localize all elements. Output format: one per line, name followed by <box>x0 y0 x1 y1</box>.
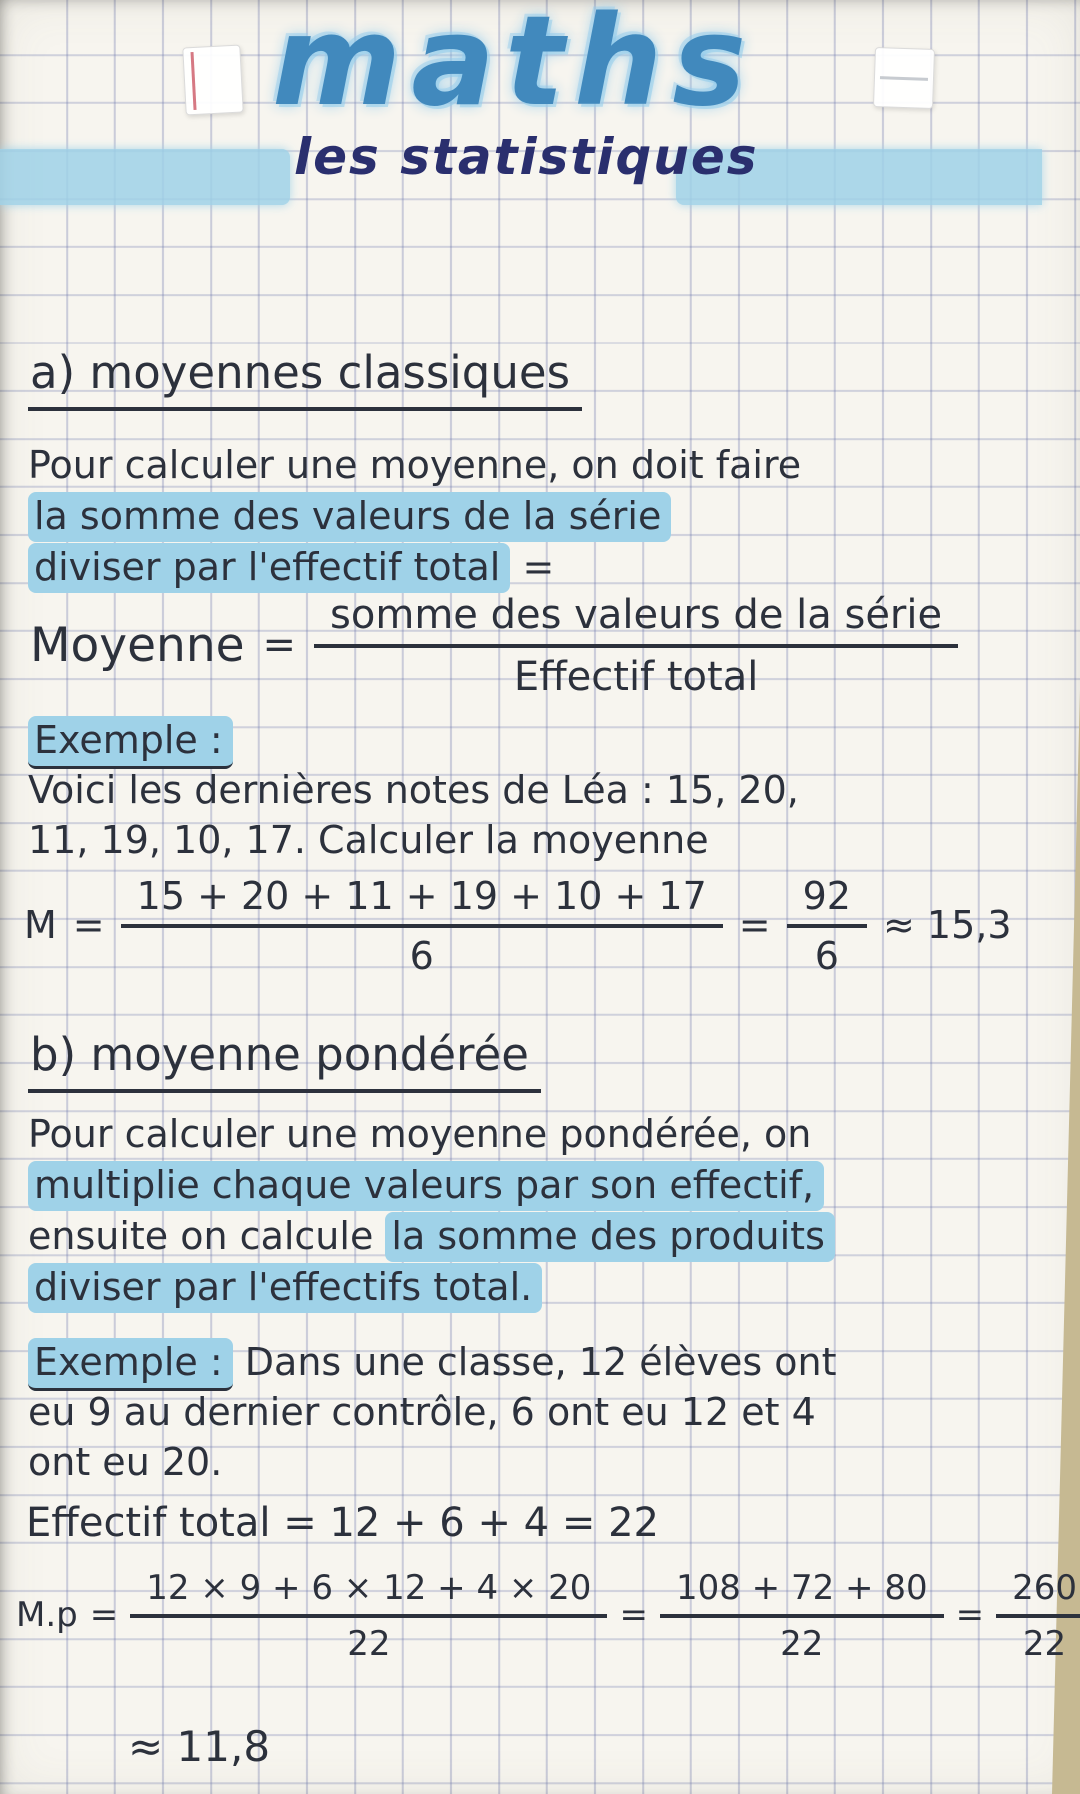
text-line <box>28 1340 837 1390</box>
fraction <box>121 872 723 978</box>
fraction-numerator: 92 <box>787 872 867 928</box>
final-result: ≈ 11,8 <box>128 1722 271 1771</box>
highlighted-text: multiplie chaque valeurs par son effectif, <box>28 1161 824 1211</box>
fraction <box>314 590 958 700</box>
section-b-heading: b) moyenne pondérée <box>28 1028 541 1093</box>
fraction <box>130 1566 607 1664</box>
text-line <box>28 494 801 545</box>
equals-sign: = <box>522 545 555 589</box>
example-label: Exemple : <box>28 716 233 769</box>
fraction-denominator: 22 <box>1022 1624 1067 1664</box>
fraction-denominator: Effectif total <box>513 654 759 700</box>
plain-text: Dans une classe, 12 élèves ont <box>244 1340 837 1384</box>
text-line <box>28 718 799 768</box>
fraction-numerator: 15 + 20 + 11 + 19 + 10 + 17 <box>121 872 723 928</box>
washi-tape-right-icon <box>873 47 935 109</box>
fraction-denominator: 6 <box>814 934 839 978</box>
text-line: Pour calculer une moyenne, on doit faire <box>28 443 802 487</box>
mean-formula <box>30 590 958 700</box>
fraction-denominator: 22 <box>780 1624 824 1664</box>
washi-tape-left-icon <box>182 45 243 116</box>
tape-gray-line <box>880 76 928 81</box>
fraction <box>660 1566 944 1664</box>
section-b-intro <box>28 1112 835 1316</box>
highlighted-text: diviser par l'effectif total <box>28 543 510 593</box>
text-line: Voici les dernières notes de Léa : 15, 20, <box>28 768 799 812</box>
fraction-numerator: 260 <box>996 1566 1080 1618</box>
calc-lhs: M <box>24 903 57 947</box>
page-title: maths <box>272 0 757 134</box>
calc-result: ≈ 15,3 <box>882 903 1012 947</box>
fraction <box>996 1566 1080 1664</box>
fraction-numerator: 108 + 72 + 80 <box>660 1566 944 1618</box>
equals-sign: = <box>89 1595 119 1635</box>
text-line <box>28 1265 835 1316</box>
highlighted-text: la somme des produits <box>385 1212 834 1262</box>
formula-label: Moyenne <box>30 617 245 673</box>
fraction-numerator: 12 × 9 + 6 × 12 + 4 × 20 <box>130 1566 607 1618</box>
fraction-denominator: 22 <box>347 1624 391 1664</box>
highlighted-text: la somme des valeurs de la série <box>28 492 671 542</box>
text-line <box>28 1163 835 1214</box>
text-line: eu 9 au dernier contrôle, 6 ont eu 12 et 4 <box>28 1390 816 1434</box>
section-a-heading: a) moyennes classiques <box>28 346 582 411</box>
fraction-denominator: 6 <box>409 934 434 978</box>
section-a-example <box>28 718 799 868</box>
fraction <box>787 872 867 978</box>
equals-sign: = <box>619 1595 648 1635</box>
equals-sign: = <box>955 1595 985 1635</box>
text-line <box>28 1214 835 1265</box>
calc-lhs: M.p <box>16 1595 78 1635</box>
section-a-intro <box>28 443 801 596</box>
section-b-example <box>28 1340 837 1490</box>
highlight-band-left <box>0 149 290 205</box>
equals-sign: = <box>738 903 771 947</box>
equals-sign: = <box>262 622 297 668</box>
text-line: Pour calculer une moyenne pondérée, on <box>28 1112 812 1156</box>
page-subtitle: les statistiques <box>294 128 759 186</box>
effectif-total-line: Effectif total = 12 + 6 + 4 = 22 <box>26 1500 659 1546</box>
section-b-calculation <box>16 1566 1080 1664</box>
equals-sign: = <box>72 903 105 947</box>
plain-text: ensuite on calcule <box>28 1214 374 1258</box>
fraction-numerator: somme des valeurs de la série <box>314 590 958 648</box>
text-line: ont eu 20. <box>28 1440 223 1484</box>
text-line <box>28 545 801 596</box>
section-a-calculation <box>24 872 1012 978</box>
example-label: Exemple : <box>28 1338 233 1391</box>
text-line: 11, 19, 10, 17. Calculer la moyenne <box>28 818 709 862</box>
tape-red-line <box>191 52 197 110</box>
highlighted-text: diviser par l'effectifs total. <box>28 1263 542 1313</box>
